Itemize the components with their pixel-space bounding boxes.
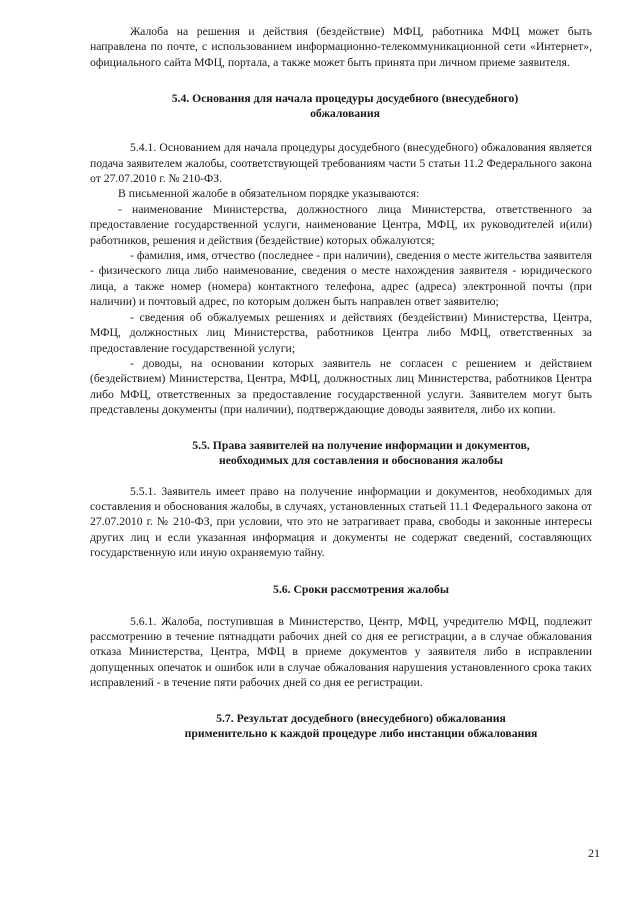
section-5-6-1-paragraph: 5.6.1. Жалоба, поступившая в Министерство, Центр, МФЦ, учредителю МФЦ, подлежит рассмотрению в течение пятнадцати рабочих дней со дня ее регистрации, а в случае обжалования отказа Министерства, Центра, МФЦ в приеме документов у заявителя либо в исправлении допущенных опечаток и ошибок или в случае обжалования нарушения установленного срока таких исправлений - в течение пяти рабочих дней со дня ее регистрации. [90, 614, 592, 690]
section-5-4-item-1: - наименование Министерства, должностного лица Министерства, ответственного за предоставление государственной услуги, наименование Центра, МФЦ, их руководителей и(или) работников, решения и действия (бездействие) которых обжалуются; [90, 202, 592, 247]
section-5-7-heading-line2: применительно к каждой процедуре либо инстанции обжалования [184, 726, 538, 740]
page-number: 21 [588, 846, 600, 860]
section-5-4-1-paragraph: 5.4.1. Основанием для начала процедуры досудебного (внесудебного) обжалования является подача заявителем жалобы, соответствующей требованиям части 5 статьи 11.2 Федерального закона от 27.07.2010 г. № 210-ФЗ. [90, 141, 592, 186]
section-5-4-heading-line1: 5.4. Основания для начала процедуры досудебного (внесудебного) [171, 92, 519, 106]
section-5-7-heading-line1: 5.7. Результат досудебного (внесудебного) обжалования [216, 711, 506, 725]
section-5-4-item-3: - сведения об обжалуемых решениях и действиях (бездействии) Министерства, Центра, МФЦ, должностных лиц Министерства, работников Центра либо МФЦ, ответственных за предоставление государственной услуги; [90, 310, 592, 355]
section-5-4-item-4: - доводы, на основании которых заявитель не согласен с решением и действием (бездействием) Министерства, Центра, МФЦ, должностных лиц Министерства, работников Центра либо МФЦ, ответственных за предоставление государственной услуги. Заявителем могут быть представлены документы (при наличии), подтверждающие доводы заявителя, либо их копии. [90, 356, 592, 417]
intro-paragraph: Жалоба на решения и действия (бездействие) МФЦ, работника МФЦ может быть направлена по почте, с использованием информационно-телекоммуникационной сети «Интернет», официального сайта МФЦ, портала, а также может быть принята при личном приеме заявителя. [90, 25, 592, 69]
section-5-4-heading-line2: обжалования [310, 107, 380, 121]
section-5-4-heading [90, 91, 592, 121]
section-5-5-heading-line2: необходимых для составления и обоснования жалобы [218, 453, 503, 467]
section-5-4-item-2: - фамилия, имя, отчество (последнее - при наличии), сведения о месте жительства заявителя - физического лица либо наименование, сведения о месте нахождения заявителя - юридического лица, а также номер (номера) контактного телефона, адрес (адреса) электронной почты (при наличии) и почтовый адрес, по которым должен быть направлен ответ заявителю; [90, 249, 592, 309]
section-5-7-heading [90, 711, 592, 741]
section-5-5-1-paragraph: 5.5.1. Заявитель имеет право на получение информации и документов, необходимых для составления и обоснования жалобы, в случаях, установленных статьей 11.1 Федерального закона от 27.07.2010 г. № 210-ФЗ, при условии, что это не затрагивает права, свободы и законные интересы других лиц и если указанная информация и документы не содержат сведений, составляющих государственную или иную охраняемую тайну. [90, 484, 592, 560]
section-5-6-heading: 5.6. Сроки рассмотрения жалобы [273, 582, 449, 596]
section-5-5-heading-line1: 5.5. Права заявителей на получение информации и документов, [192, 438, 530, 452]
section-5-5-heading [90, 438, 592, 468]
section-5-4-list-intro: В письменной жалобе в обязательном порядке указываются: [118, 187, 420, 201]
